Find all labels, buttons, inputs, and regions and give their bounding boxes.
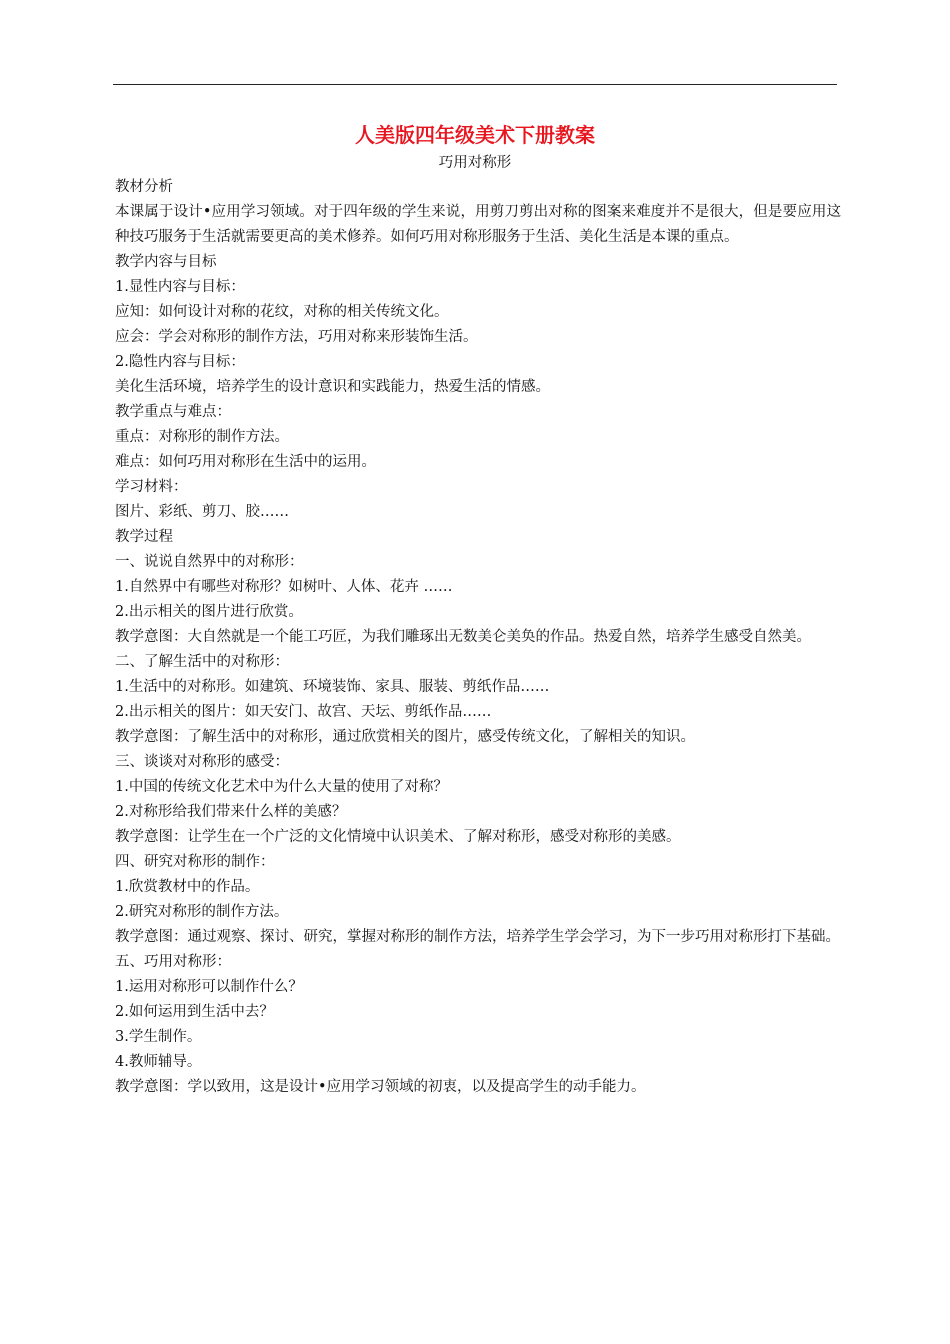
body-line: 学习材料：	[115, 479, 188, 495]
body-line: 1.自然界中有哪些对称形？如树叶、人体、花卉 ……	[115, 579, 453, 595]
body-line: 3.学生制作。	[115, 1029, 202, 1045]
body-line: 2.如何运用到生活中去？	[115, 1004, 274, 1020]
body-line: 应知：如何设计对称的花纹，对称的相关传统文化。	[115, 304, 449, 320]
body-line: 4.教师辅导。	[115, 1054, 202, 1070]
body-line: 1.欣赏教材中的作品。	[115, 879, 260, 895]
body-line: 图片、彩纸、剪刀、胶……	[115, 504, 289, 520]
body-line: 2.出示相关的图片：如天安门、故宫、天坛、剪纸作品……	[115, 704, 492, 720]
body-line: 教学意图：学以致用，这是设计•应用学习领域的初衷，以及提高学生的动手能力。	[115, 1079, 646, 1095]
body-line: 教学过程	[115, 529, 173, 545]
body-line: 二、了解生活中的对称形：	[115, 654, 289, 670]
body-paragraph: 本课属于设计•应用学习领域。对于四年级的学生来说，用剪刀剪出对称的图案来难度并不是很大，但是要应用这种技巧服务于生活就需要更高的美术修养。如何巧用对称形服务于生活、美化生活是本课的重点。	[115, 204, 841, 245]
body-line: 应会：学会对称形的制作方法，巧用对称来形装饰生活。	[115, 329, 478, 345]
body-line: 1.显性内容与目标：	[115, 279, 245, 295]
header-rule	[113, 84, 837, 85]
body-line: 2.研究对称形的制作方法。	[115, 904, 289, 920]
body-line: 教学内容与目标	[115, 254, 217, 270]
body-line: 难点：如何巧用对称形在生活中的运用。	[115, 454, 376, 470]
body-line: 2.对称形给我们带来什么样的美感？	[115, 804, 347, 820]
teaching-intent-paragraph: 教学意图：通过观察、探讨、研究，掌握对称形的制作方法，培养学生学会学习，为下一步巧用对称形打下基础。	[115, 929, 840, 945]
body-line: 一、说说自然界中的对称形：	[115, 554, 304, 570]
body-line: 三、谈谈对对称形的感受：	[115, 754, 289, 770]
body-line: 四、研究对称形的制作：	[115, 854, 275, 870]
document-title: 人美版四年级美术下册教案	[355, 123, 595, 147]
body-line: 1.生活中的对称形。如建筑、环境装饰、家具、服装、剪纸作品……	[115, 679, 550, 695]
body-line: 重点：对称形的制作方法。	[115, 429, 289, 445]
body-line: 教学重点与难点：	[115, 404, 231, 420]
body-line: 2.出示相关的图片进行欣赏。	[115, 604, 303, 620]
body-line: 2.隐性内容与目标：	[115, 354, 245, 370]
document-body	[115, 175, 841, 1100]
teaching-intent-paragraph: 教学意图：大自然就是一个能工巧匠，为我们雕琢出无数美仑美奂的作品。热爱自然，培养学生感受自然美。	[115, 629, 811, 645]
body-line: 教学意图：了解生活中的对称形，通过欣赏相关的图片，感受传统文化，了解相关的知识。	[115, 729, 695, 745]
body-line: 教材分析	[115, 179, 173, 195]
body-line: 教学意图：让学生在一个广泛的文化情境中认识美术、了解对称形，感受对称形的美感。	[115, 829, 681, 845]
body-line: 1.中国的传统文化艺术中为什么大量的使用了对称？	[115, 779, 448, 795]
document-subtitle: 巧用对称形	[438, 155, 512, 171]
body-line: 五、巧用对称形：	[115, 954, 231, 970]
body-line: 1.运用对称形可以制作什么？	[115, 979, 303, 995]
body-line: 美化生活环境，培养学生的设计意识和实践能力，热爱生活的情感。	[115, 379, 550, 395]
